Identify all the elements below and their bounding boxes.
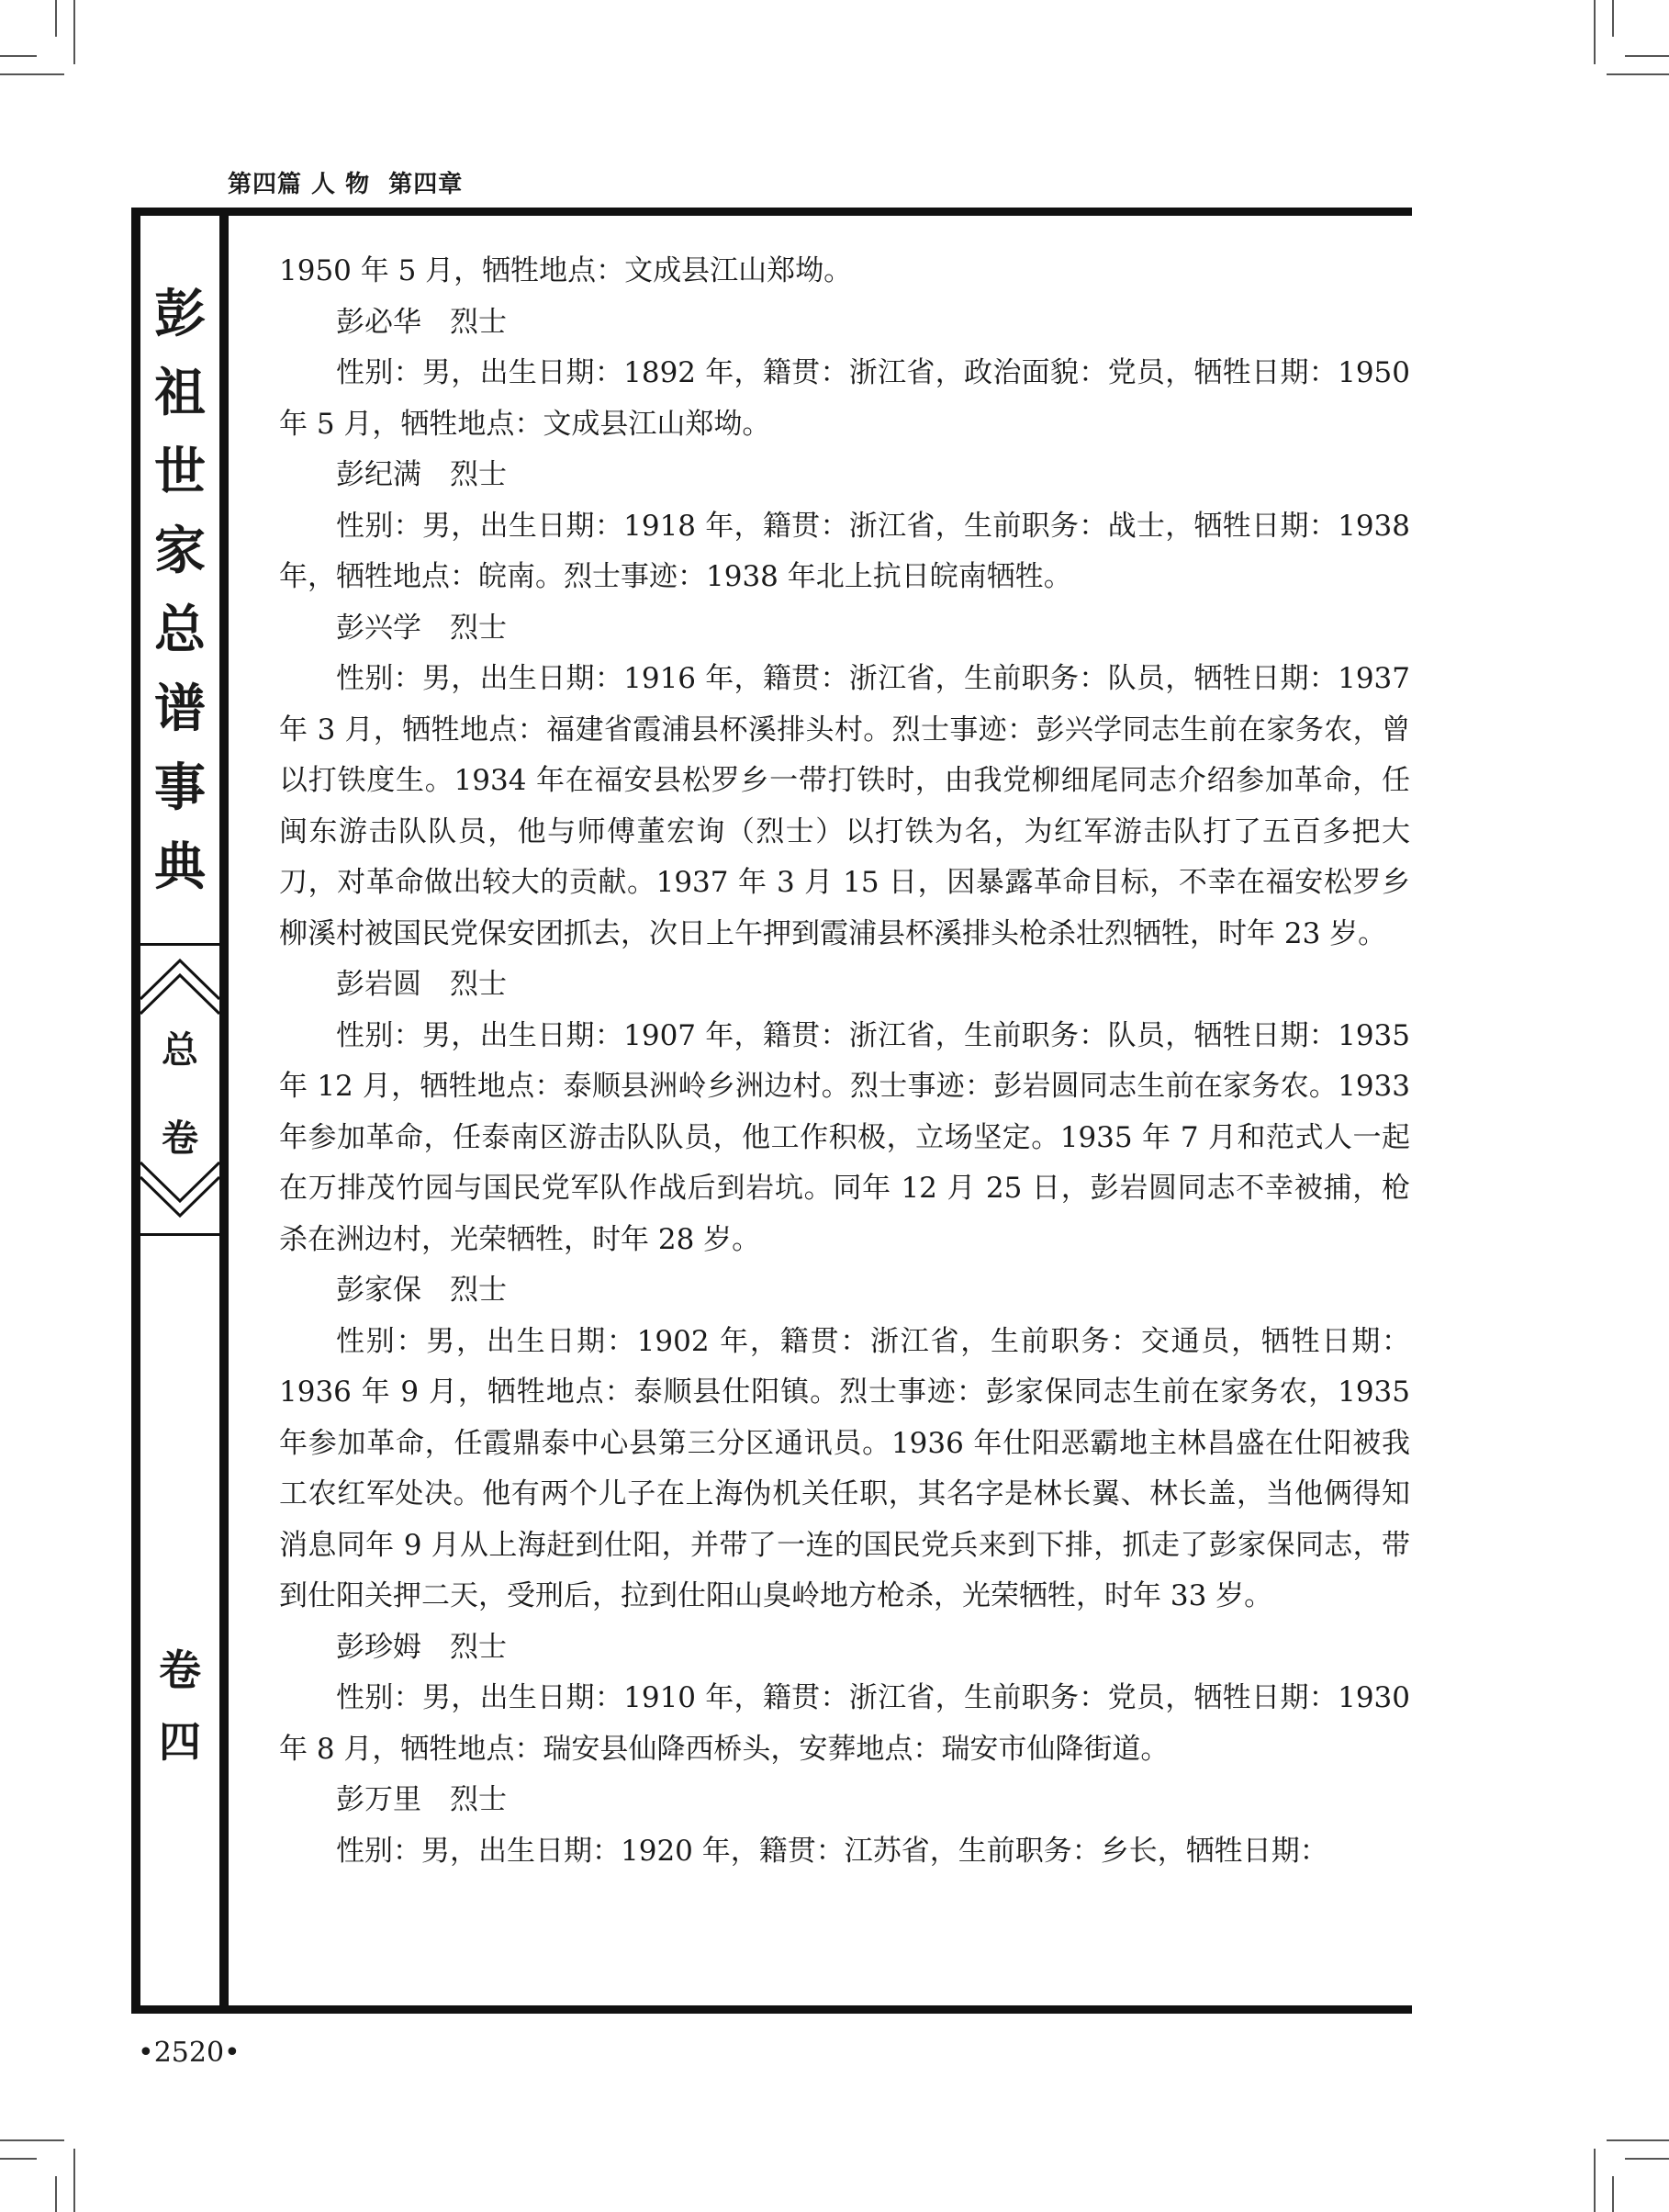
entry-name: 彭兴学 [336,611,421,645]
spine-char: 彭 [154,285,206,344]
entry-heading [279,603,1410,655]
entry-rank: 烈士 [450,1274,507,1307]
paragraph: 性别：男，出生日期：1907 年，籍贯：浙江省，生前职务：队员，牺牲日期：1935 年 12 月，牺牲地点：泰顺县洲岭乡洲边村。烈士事迹：彭岩圆同志生前在家务农。1933 年参加革命，任泰南区游击队队员，他工作积极，立场坚定。1935 年 7 月和范式人一起在万排茂竹园与国民党军队作战后到岩坑。同年 12 月 25 日，彭岩圆同志不幸被捕，枪杀在洲边村，光荣牺牲，时年 28 岁。 [279,1018,1410,1256]
crop-mark [1612,0,1614,37]
entry-rank: 烈士 [450,458,507,491]
crop-mark [0,2139,64,2141]
entry-heading [279,298,1410,349]
bottom-rule [131,2005,1412,2014]
spine-char: 世 [154,443,206,502]
top-rule [131,208,1412,216]
spine-char: 事 [154,758,206,818]
paragraph: 1950 年 5 月，牺牲地点：文成县江山郑坳。 [279,254,853,287]
crop-mark [1594,0,1596,64]
crop-mark [1607,2139,1669,2141]
badge-char: 总 [162,1029,198,1072]
crop-mark [73,0,75,64]
spine-char: 总 [154,601,206,660]
entry-name: 彭岩圆 [336,968,421,1001]
spine-border-inner [219,208,229,2014]
crop-mark [1625,2158,1669,2160]
crop-mark [55,2176,57,2212]
spine-char: 祖 [154,364,206,423]
spine-char: 家 [154,522,206,581]
paragraph: 性别：男，出生日期：1892 年，籍贯：浙江省，政治面貌：党员，牺牲日期：1950 年 5 月，牺牲地点：文成县江山郑坳。 [279,356,1410,441]
entry-rank: 烈士 [450,1630,507,1664]
entry-heading [279,1775,1410,1826]
crop-mark [0,55,37,57]
crop-mark [0,73,64,75]
paragraph: 性别：男，出生日期：1902 年，籍贯：浙江省，生前职务：交通员，牺牲日期：1936 年 9 月，牺牲地点：泰顺县仕阳镇。烈士事迹：彭家保同志生前在家务农，1935 年参加革命，任霞鼎泰中心县第三分区通讯员。1936 年仕阳恶霸地主林昌盛在仕阳被我工农红军处决。他有两个儿子在上海伪机关任职，其名字是林长翼、林长盖，当他俩得知消息同年 9 月从上海赶到仕阳，并带了一连的国民党兵来到下排，抓走了彭家保同志，带到仕阳关押二天，受刑后，拉到仕阳山臭岭地方枪杀，光荣牺牲，时年 33 岁。 [279,1324,1410,1612]
crop-mark [1594,2149,1596,2212]
volume-char: 卷 [159,1645,201,1695]
spine-char: 典 [154,837,206,897]
crop-mark [1625,55,1669,57]
volume-label [140,1634,219,1778]
crop-mark [55,0,57,37]
entry-name: 彭必华 [336,305,421,339]
entry-name: 彭家保 [336,1274,421,1307]
entry-rank: 烈士 [450,305,507,339]
spine-divider [140,1233,219,1236]
volume-char: 四 [159,1717,201,1767]
main-content [279,246,1410,1877]
section-badge-frame [140,955,219,1221]
entry-name: 彭珍姆 [336,1630,421,1664]
spine-char: 谱 [154,679,206,739]
entry-rank: 烈士 [450,968,507,1001]
paragraph: 性别：男，出生日期：1910 年，籍贯：浙江省，生前职务：党员，牺牲日期：1930 年 8 月，牺牲地点：瑞安县仙降西桥头，安葬地点：瑞安市仙降街道。 [279,1681,1410,1766]
entry-heading [279,450,1410,501]
entry-rank: 烈士 [450,1783,507,1816]
spine-border-outer [131,208,140,2014]
entry-heading [279,960,1410,1011]
spine-divider [140,943,219,946]
paragraph: 性别：男，出生日期：1920 年，籍贯：江苏省，生前职务：乡长，牺牲日期： [336,1834,1328,1868]
spine-title [140,275,219,907]
page-number: •2520• [138,2037,241,2069]
crop-mark [73,2149,75,2212]
running-head: 第四篇 人 物 第四章 [228,171,464,198]
entry-rank: 烈士 [450,611,507,645]
crop-mark [1607,73,1669,75]
badge-char: 卷 [162,1117,198,1160]
paragraph: 性别：男，出生日期：1918 年，籍贯：浙江省，生前职务：战士，牺牲日期：1938 年，牺牲地点：皖南。烈士事迹：1938 年北上抗日皖南牺牲。 [279,509,1410,593]
entry-heading [279,1623,1410,1674]
crop-mark [1612,2176,1614,2212]
entry-name: 彭万里 [336,1783,421,1816]
entry-heading [279,1265,1410,1317]
crop-mark [0,2158,37,2160]
paragraph: 性别：男，出生日期：1916 年，籍贯：浙江省，生前职务：队员，牺牲日期：1937 年 3 月，牺牲地点：福建省霞浦县杯溪排头村。烈士事迹：彭兴学同志生前在家务农，曾以打铁度生。1934 年在福安县松罗乡一带打铁时，由我党柳细尾同志介绍参加革命，任闽东游击队队员，他与师傅董宏询（烈士）以打铁为名，为红军游击队打了五百多把大刀，对革命做出较大的贡献。1937 年 3 月 15 日，因暴露革命目标，不幸在福安松罗乡柳溪村被国民党保安团抓去，次日上午押到霞浦县杯溪排头枪杀壮烈牺牲，时年 23 岁。 [279,662,1410,950]
entry-name: 彭纪满 [336,458,421,491]
